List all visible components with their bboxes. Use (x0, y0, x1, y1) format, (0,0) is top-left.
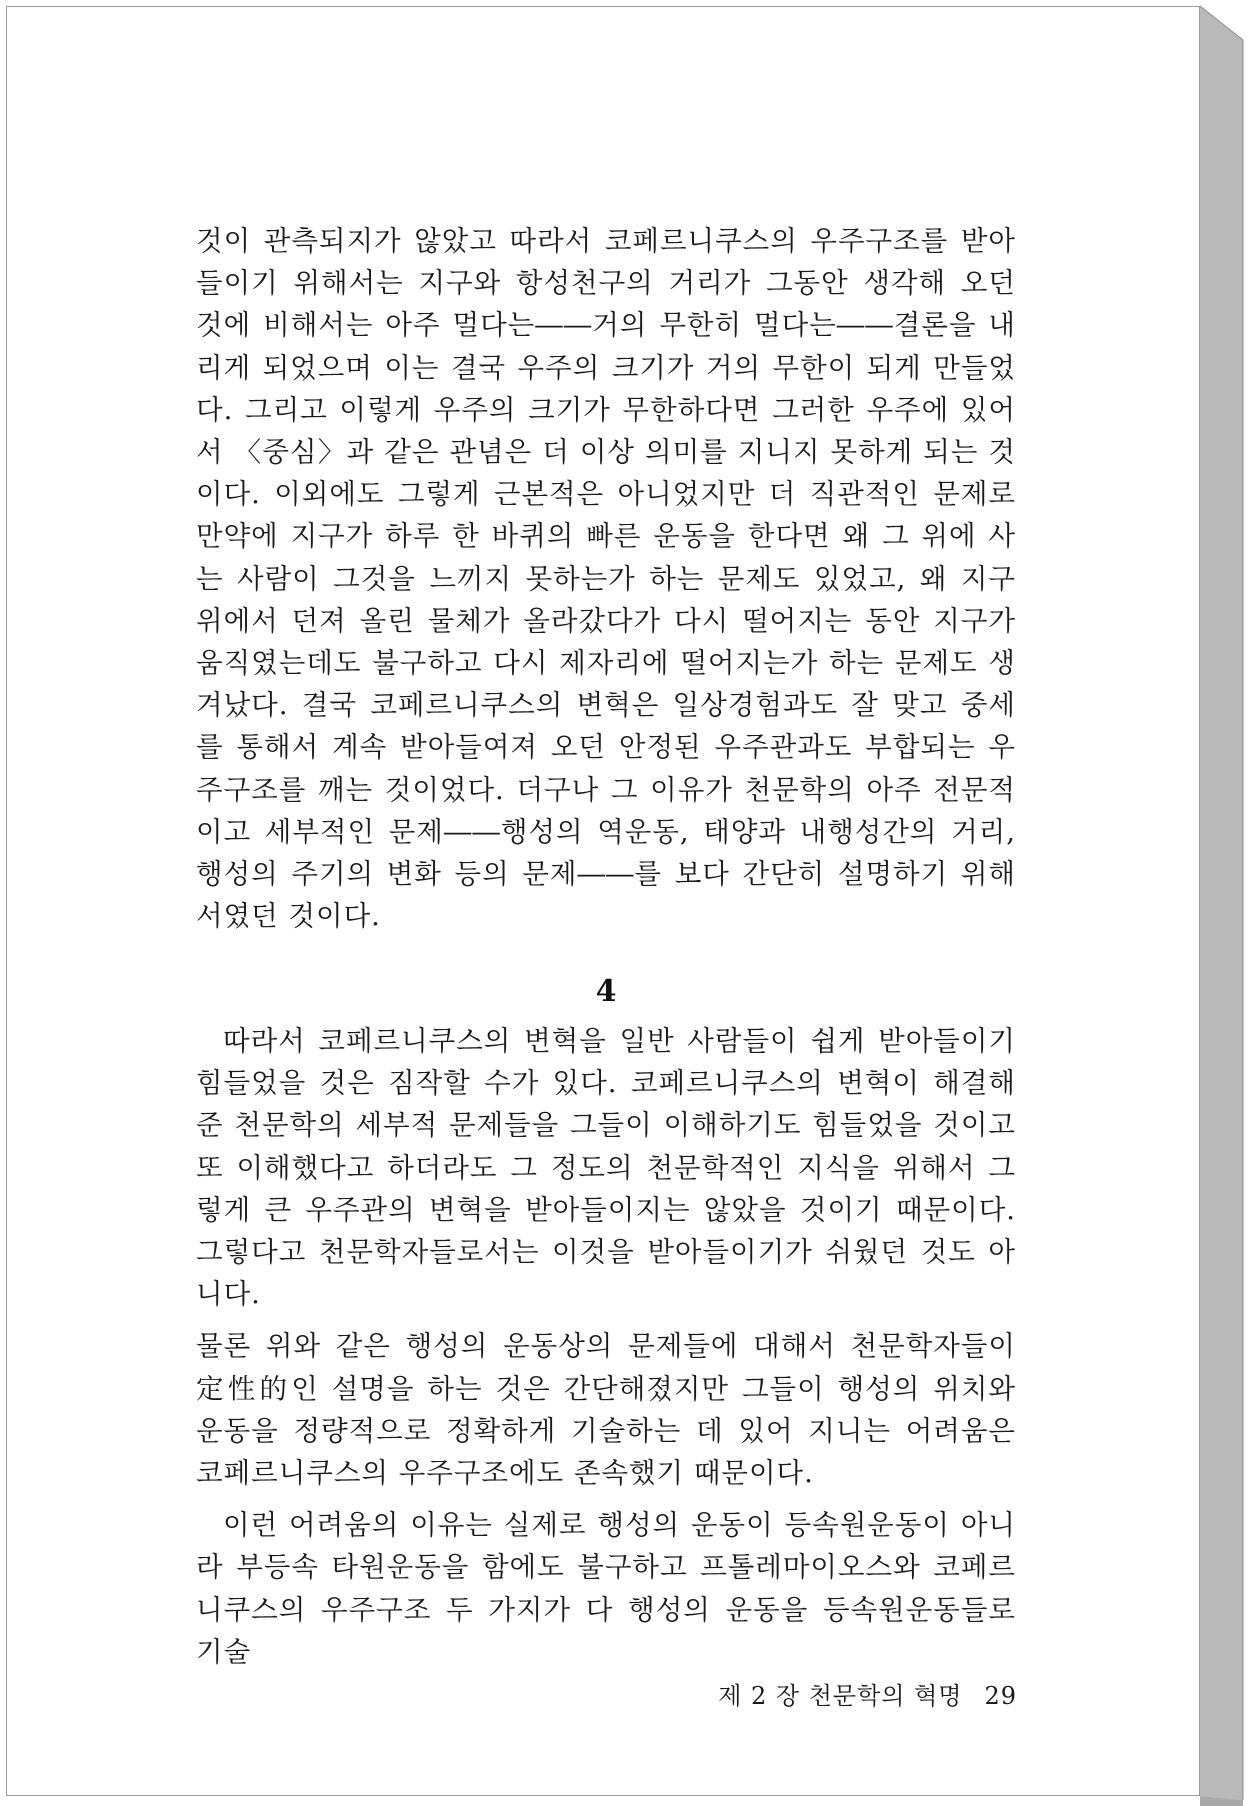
footer-page-number: 29 (984, 1682, 1017, 1710)
paragraph-4: 이런 어려움의 이유는 실제로 행성의 운동이 등속원운동이 아니라 부등속 타원운동을 함에도 불구하고 프톨레마이오스와 코페르니쿠스의 우주구조 두 가지가 다 행성의 운동을 등속원운동들로 기술 (196, 1509, 1016, 1668)
paragraph-3: 물론 위와 같은 행성의 운동상의 문제들에 대해서 천문학자들이 定性的인 설명을 하는 것은 간단해졌지만 그들이 행성의 위치와 운동을 정량적으로 정확하게 기술하는 데 있어 지니는 어려움은 코페르니쿠스의 우주구조에도 존속했기 때문이다. (196, 1330, 1016, 1490)
book-side-edge (1200, 6, 1243, 1800)
paragraph-1: 것이 관측되지가 않았고 따라서 코페르니쿠스의 우주구조를 받아들이기 위해서는 지구와 항성천구의 거리가 그동안 생각해 오던 것에 비해서는 아주 멀다는――거의 무한히 멀다는――결론을 내리게 되었으며 이는 결국 우주의 크기가 거의 무한이 되게 만들었다. 그리고 이렇게 우주의 크기가 무한하다면 그러한 우주에 있어서 〈중심〉과 같은 관념은 더 이상 의미를 지니지 못하게 되는 것이다. 이외에도 그렇게 근본적은 아니었지만 더 직관적인 문제로 만약에 지구가 하루 한 바퀴의 빠른 운동을 한다면 왜 그 위에 사는 사람이 그것을 느끼지 못하는가 하는 문제도 있었고, 왜 지구 위에서 던져 올린 물체가 올라갔다가 다시 떨어지는 동안 지구가 움직였는데도 불구하고 다시 제자리에 떨어지는가 하는 문제도 생겨났다. 결국 코페르니쿠스의 변혁은 일상경험과도 잘 맞고 중세를 통해서 계속 받아들여져 오던 안정된 우주관과도 부합되는 우주구조를 깨는 것이었다. 더구나 그 이유가 천문학의 아주 전문적이고 세부적인 문제――행성의 역운동, 태양과 내행성간의 거리, 행성의 주기의 변화 등의 문제――를 보다 간단히 설명하기 위해서였던 것이다. (196, 225, 1016, 933)
page-body-top (196, 220, 1016, 937)
paragraph-2: 따라서 코페르니쿠스의 변혁을 일반 사람들이 쉽게 받아들이기 힘들었을 것은 짐작할 수가 있다. 코페르니쿠스의 변혁이 해결해 준 천문학의 세부적 문제들을 그들이 이해하기도 힘들었을 것이고 또 이해했다고 하더라도 그 정도의 천문학적인 지식을 위해서 그렇게 큰 우주관의 변혁을 받아들이지는 않았을 것이기 때문이다. 그렇다고 천문학자들로서는 이것을 받아들이기가 쉬웠던 것도 아니다. (196, 1025, 1016, 1311)
page-body-bottom (196, 1020, 1016, 1673)
footer-chapter-title: 제 2 장 천문학의 혁명 (718, 1682, 963, 1710)
page-footer (718, 1676, 1017, 1711)
section-number: 4 (595, 974, 617, 1009)
